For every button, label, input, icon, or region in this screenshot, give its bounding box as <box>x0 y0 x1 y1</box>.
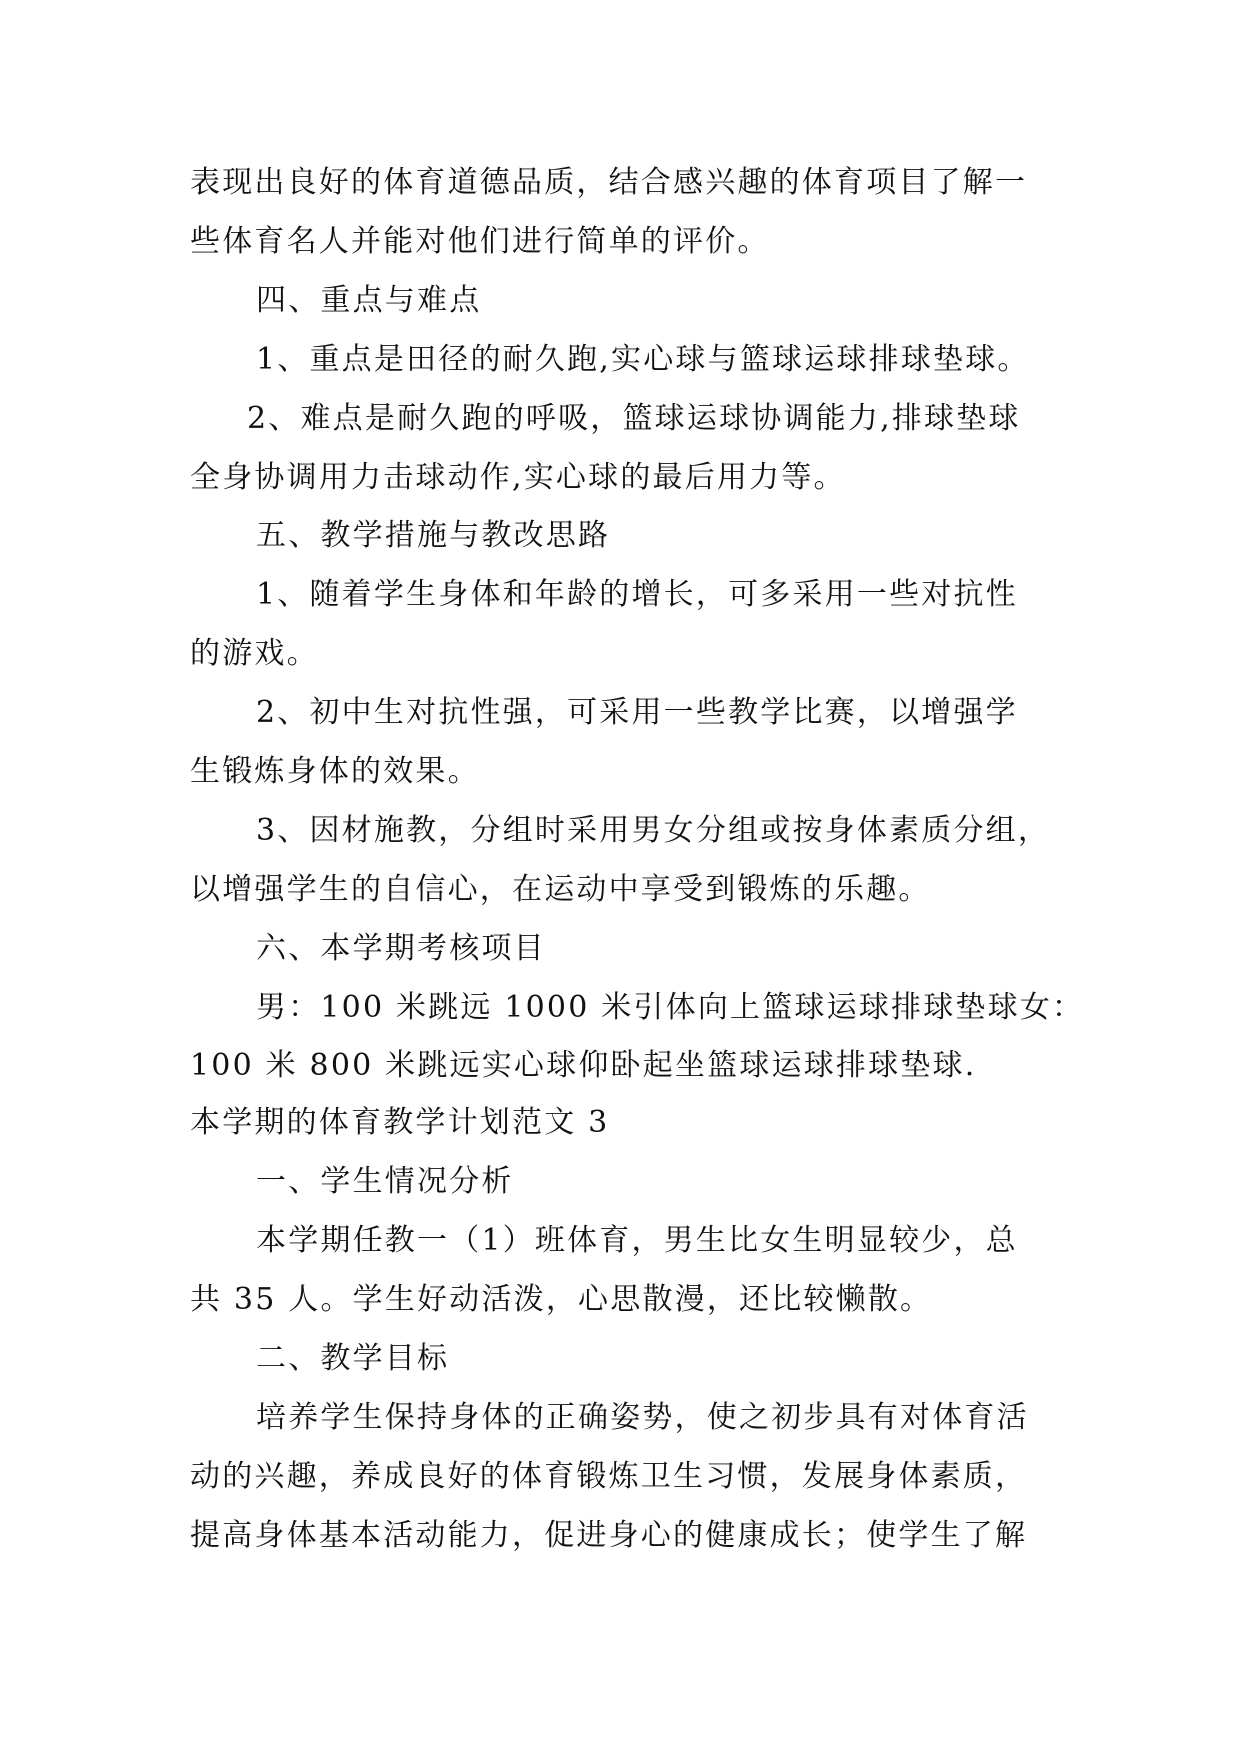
paragraph-line: 培养学生保持身体的正确姿势，使之初步具有对体育活 <box>256 1400 1029 1435</box>
paragraph-line: 100 米 800 米跳远实心球仰卧起坐篮球运球排球垫球. <box>190 1048 977 1083</box>
document-title: 本学期的体育教学计划范文 3 <box>190 1105 610 1140</box>
paragraph-line: 提高身体基本活动能力，促进身心的健康成长；使学生了解 <box>190 1518 1028 1553</box>
section-heading: 四、重点与难点 <box>256 283 482 318</box>
list-item: 2、初中生对抗性强，可采用一些教学比赛，以增强学 <box>256 695 1018 730</box>
list-item: 2、难点是耐久跑的呼吸，篮球运球协调能力,排球垫球 <box>247 401 1021 436</box>
paragraph-line: 男：100 米跳远 1000 米引体向上篮球运球排球垫球女： <box>256 990 1085 1025</box>
list-item: 1、重点是田径的耐久跑,实心球与篮球运球排球垫球。 <box>256 342 1030 377</box>
paragraph-line: 本学期任教一（1）班体育，男生比女生明显较少，总 <box>256 1223 1018 1258</box>
section-heading: 二、教学目标 <box>256 1341 450 1376</box>
section-heading: 一、学生情况分析 <box>256 1164 514 1199</box>
list-item: 3、因材施教，分组时采用男女分组或按身体素质分组， <box>256 813 1051 848</box>
paragraph-line: 以增强学生的自信心，在运动中享受到锻炼的乐趣。 <box>190 872 931 907</box>
list-item: 1、随着学生身体和年龄的增长，可多采用一些对抗性 <box>256 577 1018 612</box>
paragraph-line: 些体育名人并能对他们进行简单的评价。 <box>190 224 770 259</box>
paragraph-line: 的游戏。 <box>190 636 319 671</box>
paragraph-line: 共 35 人。学生好动活泼，心思散漫，还比较懒散。 <box>190 1282 933 1317</box>
paragraph-line: 动的兴趣，养成良好的体育锻炼卫生习惯，发展身体素质， <box>190 1459 1028 1494</box>
section-heading: 五、教学措施与教改思路 <box>256 518 611 553</box>
paragraph-line: 生锻炼身体的效果。 <box>190 754 480 789</box>
paragraph-line: 表现出良好的体育道德品质，结合感兴趣的体育项目了解一 <box>190 165 1028 200</box>
section-heading: 六、本学期考核项目 <box>256 931 546 966</box>
paragraph-line: 全身协调用力击球动作,实心球的最后用力等。 <box>190 460 846 495</box>
